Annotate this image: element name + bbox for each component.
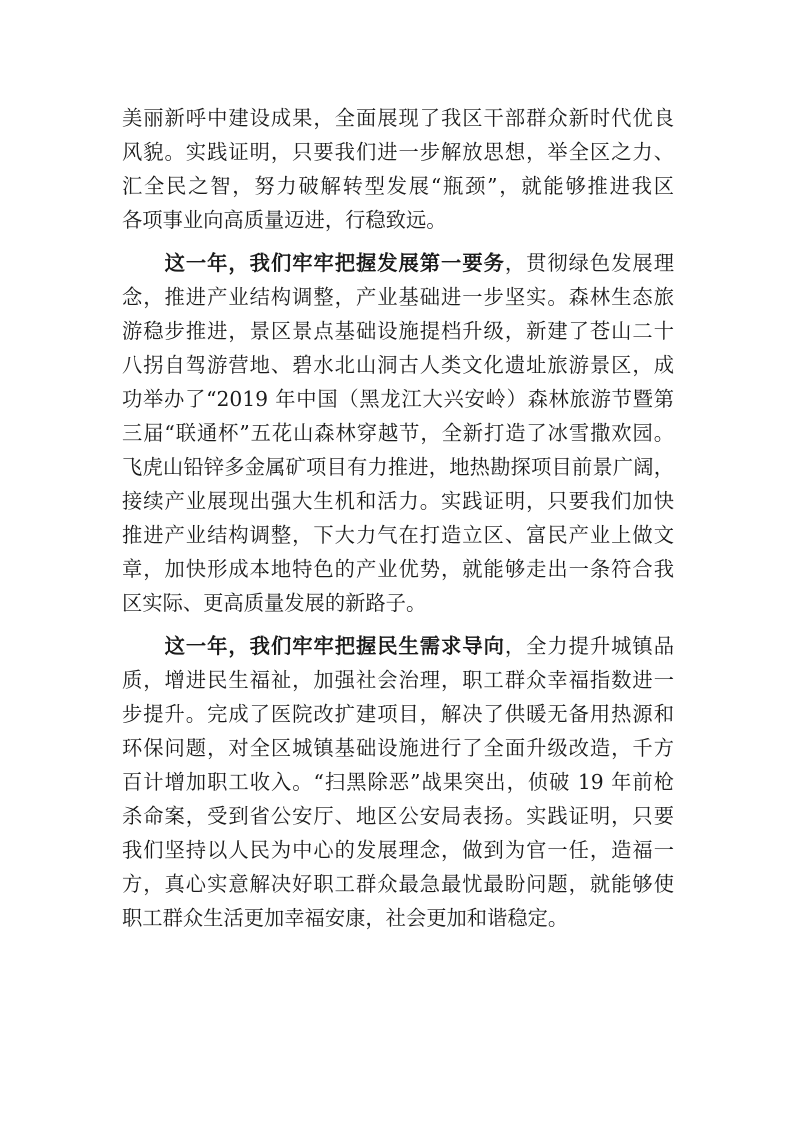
text-line: 百计增加职工收入。“扫黑除恶”战果突出，侦破 19 年前枪 [122,770,674,794]
text-line: 方，真心实意解决好职工群众最急最忧最盼问题，就能够使 [122,872,674,896]
text-line: 质，增进民生福祉，加强社会治理，职工群众幸福指数进一 [122,668,674,692]
text-line: 游稳步推进，景区景点基础设施提档升级，新建了苍山二十 [122,319,674,343]
text-line: 功举办了“2019 年中国（黑龙江大兴安岭）森林旅游节暨第 [122,387,674,411]
paragraph-2 [122,246,674,620]
paragraph-lead-rest: ，全力提升城镇品 [504,634,674,658]
body-text [122,101,674,944]
paragraph-lead-bold: 这一年，我们牢牢把握民生需求导向 [164,634,505,658]
text-line [122,246,674,280]
text-line: 接续产业展现出强大生机和活力。实践证明，只要我们加快 [122,489,674,513]
paragraph-lead-rest: ，贯彻绿色发展理 [504,251,674,275]
text-line: 飞虎山铅锌多金属矿项目有力推进，地热勘探项目前景广阔， [122,455,674,479]
text-line: 念，推进产业结构调整，产业基础进一步坚实。森林生态旅 [122,285,674,309]
paragraph-lead-bold: 这一年，我们牢牢把握发展第一要务 [164,251,505,275]
text-line: 推进产业结构调整，下大力气在打造立区、富民产业上做文 [122,523,674,547]
text-line: 八拐自驾游营地、碧水北山洞古人类文化遗址旅游景区，成 [122,353,674,377]
text-line: 各项事业向高质量迈进，行稳致远。 [122,208,447,232]
text-line: 风貌。实践证明，只要我们进一步解放思想，举全区之力、 [122,140,674,164]
text-line [122,629,674,663]
paragraph-1 [122,101,674,237]
text-line: 汇全民之智，努力破解转型发展“瓶颈”，就能够推进我区 [122,174,674,198]
text-line: 杀命案，受到省公安厅、地区公安局表扬。实践证明，只要 [122,804,674,828]
text-line: 步提升。完成了医院改扩建项目，解决了供暖无备用热源和 [122,702,674,726]
paragraph-3 [122,629,674,935]
text-line: 环保问题，对全区城镇基础设施进行了全面升级改造，千方 [122,736,674,760]
text-line: 三届“联通杯”五花山森林穿越节，全新打造了冰雪撒欢园。 [122,421,674,445]
text-line: 章，加快形成本地特色的产业优势，就能够走出一条符合我 [122,557,674,581]
text-line: 我们坚持以人民为中心的发展理念，做到为官一任，造福一 [122,838,674,862]
text-line: 区实际、更高质量发展的新路子。 [122,591,427,615]
text-line: 职工群众生活更加幸福安康，社会更加和谐稳定。 [122,906,569,930]
text-line: 美丽新呼中建设成果，全面展现了我区干部群众新时代优良 [122,106,674,130]
